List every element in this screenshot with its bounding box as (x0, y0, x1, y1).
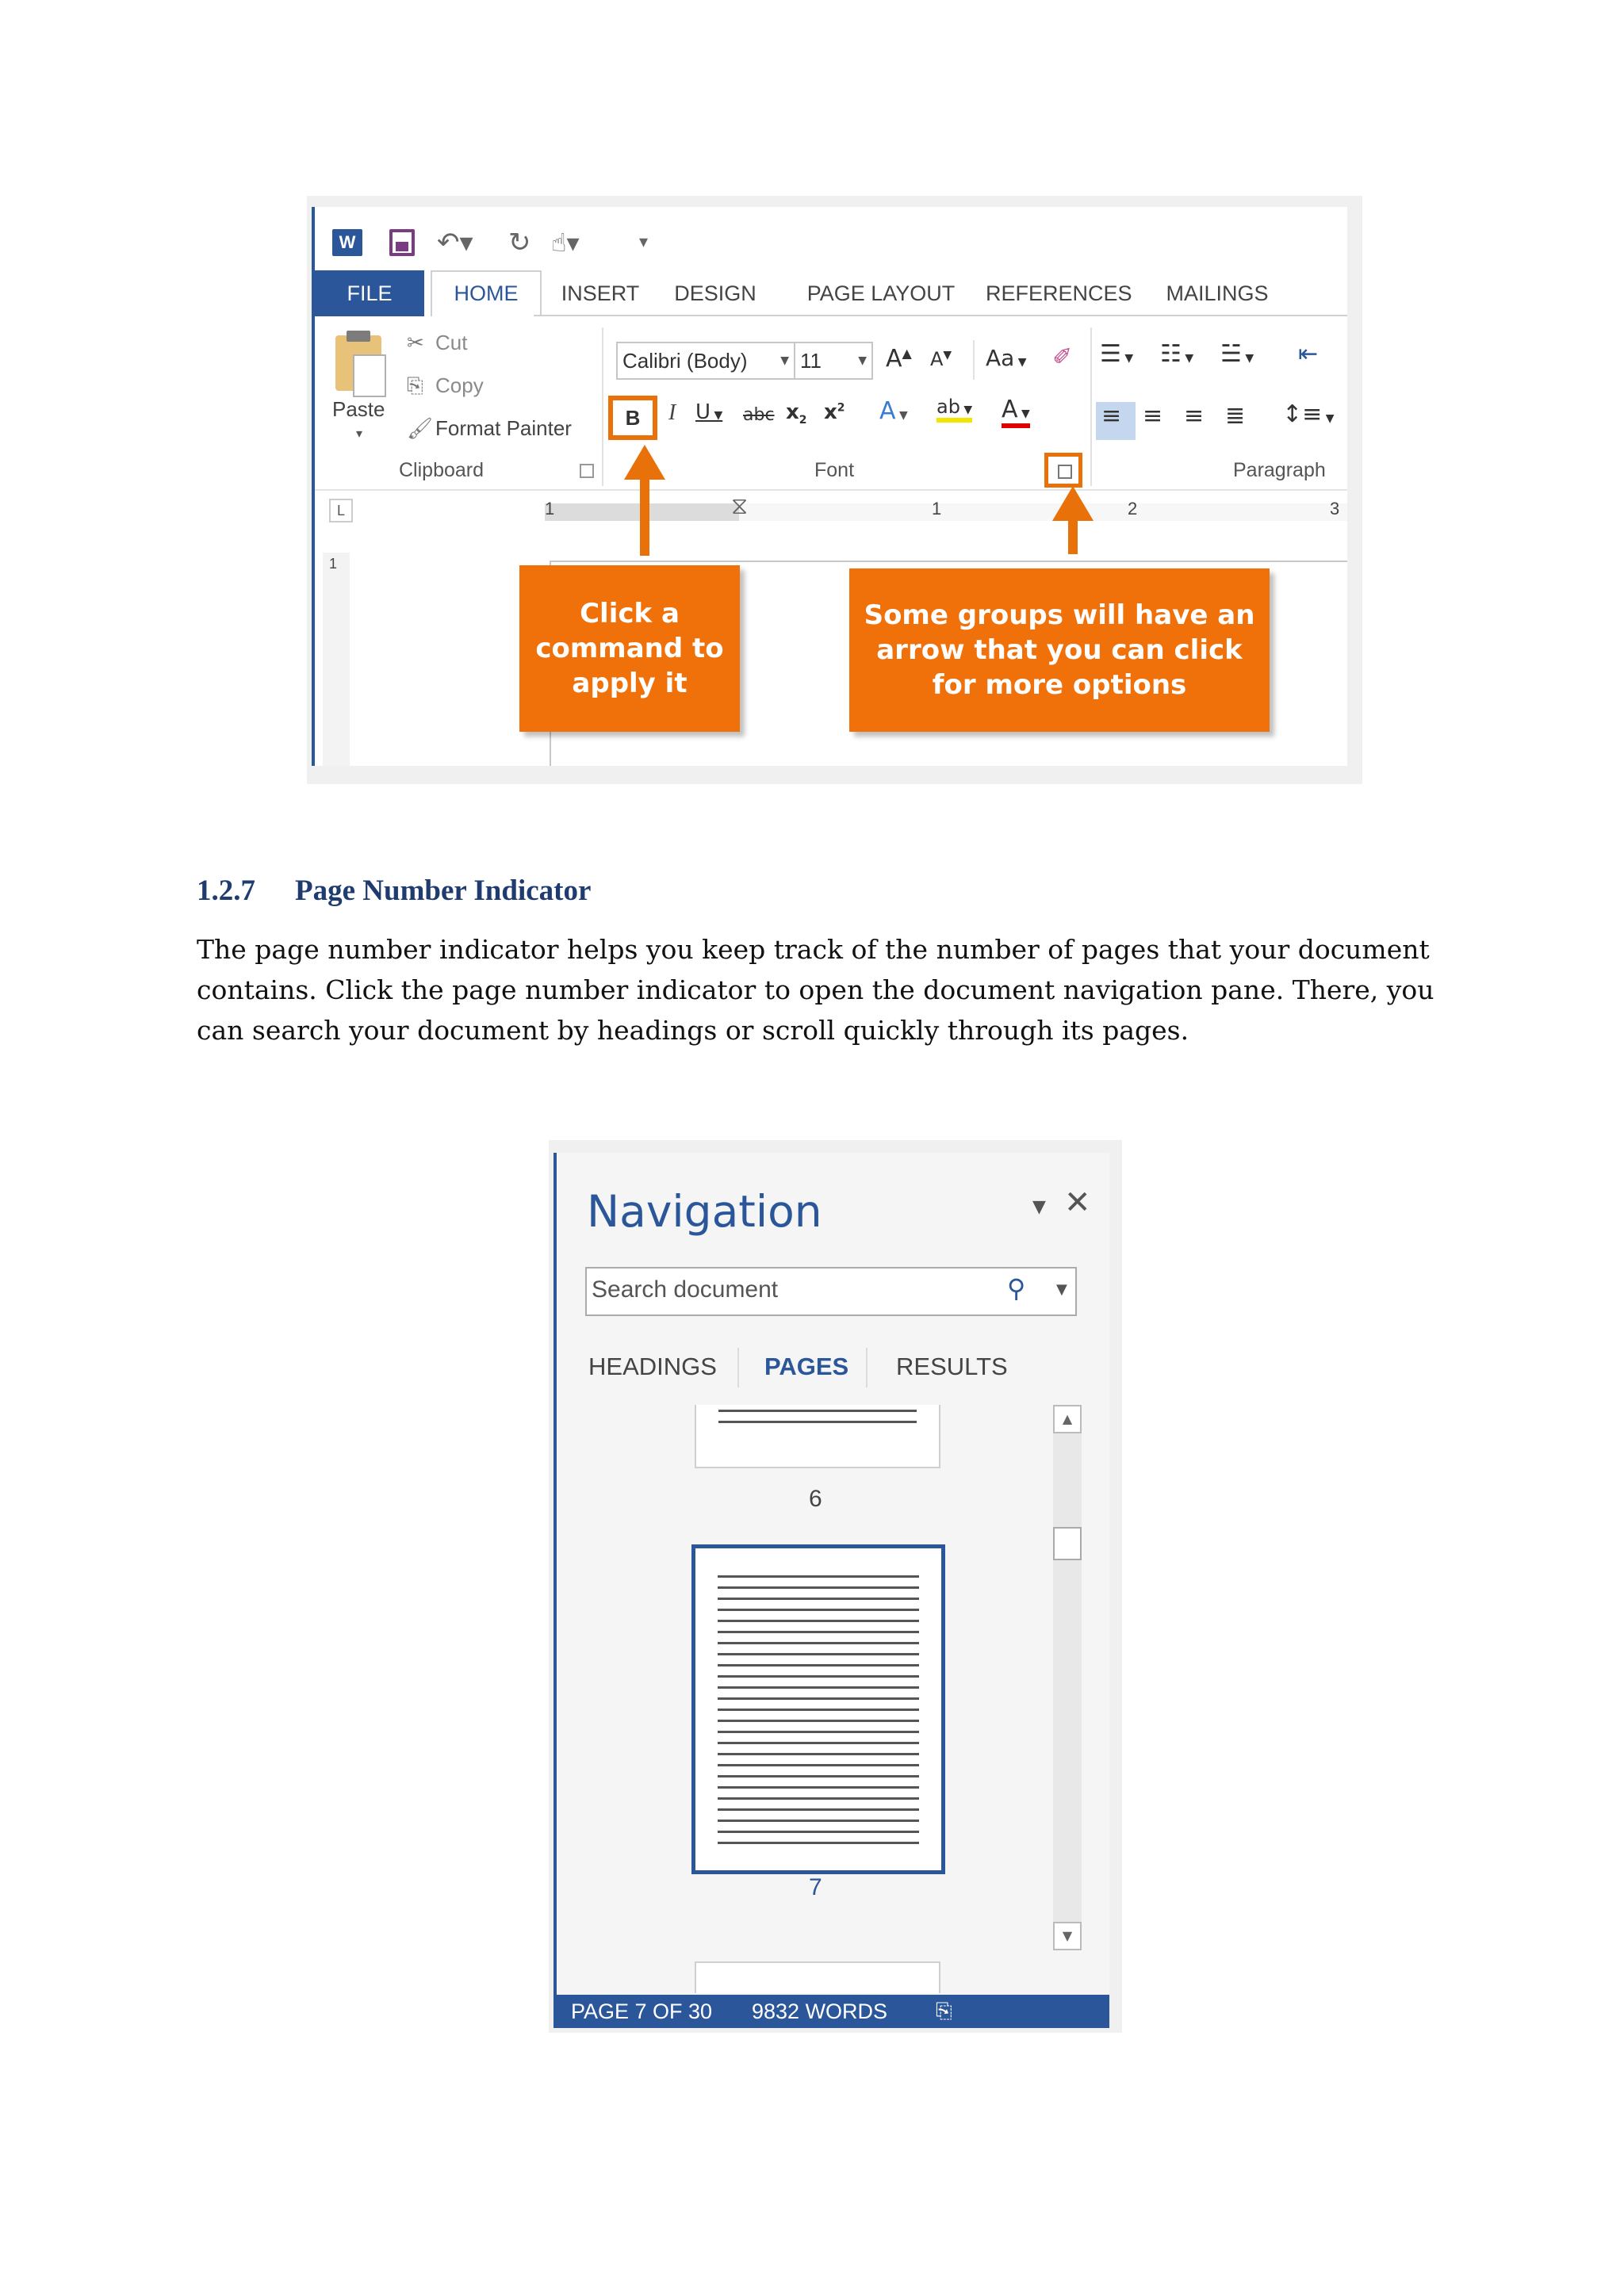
text-line (718, 1797, 919, 1800)
grow-font-button[interactable]: A▲ (886, 345, 912, 373)
scrollbar-track[interactable] (1053, 1405, 1082, 1938)
shrink-font-button[interactable]: A▼ (930, 348, 952, 370)
text-effects-label: A (879, 397, 896, 425)
tab-mailings[interactable]: MAILINGS (1166, 281, 1269, 305)
arrow-shaft (1068, 518, 1078, 554)
ruler-number: 2 (1128, 499, 1138, 519)
font-color-label: A (1002, 396, 1018, 423)
text-line (718, 1786, 919, 1789)
pane-options-icon[interactable]: ▼ (1032, 1197, 1046, 1217)
grow-font-label: A (886, 345, 902, 373)
text-line (718, 1421, 917, 1423)
section-heading (197, 874, 591, 908)
redo-icon[interactable]: ↻ (508, 227, 531, 258)
text-line (718, 1653, 919, 1655)
horizontal-ruler (315, 489, 1347, 534)
text-line (718, 1675, 919, 1678)
word-count[interactable]: 9832 WORDS (752, 1999, 888, 2023)
cut-label: Cut (435, 331, 468, 354)
line-spacing-icon[interactable]: ↕≡ ▼ (1282, 400, 1335, 428)
align-left-icon[interactable]: ≡ (1101, 402, 1122, 430)
bold-button[interactable]: B (608, 396, 657, 440)
text-line (718, 1697, 919, 1700)
group-label-paragraph: Paragraph (1233, 459, 1326, 481)
text-line (718, 1742, 919, 1744)
thumbnail-text-lines (718, 1575, 919, 1853)
subscript-label: x (786, 400, 799, 424)
text-line (718, 1764, 919, 1766)
navigation-pane-screenshot (549, 1140, 1122, 2033)
text-line (718, 1410, 917, 1412)
ruler-number: 1 (545, 499, 555, 519)
section-title: Page Number Indicator (295, 874, 592, 907)
strikethrough-button[interactable]: abc (743, 405, 775, 425)
tab-home[interactable]: HOME (431, 270, 542, 316)
tab-pages[interactable]: PAGES (764, 1353, 849, 1380)
word-icon: W (332, 229, 362, 256)
indent-marker-icon[interactable]: ⧖ (731, 492, 749, 520)
text-line (718, 1586, 919, 1589)
ruler-number: 1 (932, 499, 942, 519)
clipboard-launcher-icon[interactable] (580, 464, 594, 478)
text-line (718, 1820, 919, 1822)
arrow-up-icon (1052, 486, 1094, 521)
search-input[interactable] (585, 1267, 1077, 1316)
tab-references[interactable]: REFERENCES (986, 281, 1132, 305)
page-number: 7 (809, 1874, 822, 1900)
group-separator (602, 327, 603, 486)
page-thumbnail[interactable] (695, 1961, 940, 1993)
text-line (718, 1598, 919, 1600)
text-line (718, 1842, 919, 1844)
paste-dropdown-icon[interactable]: ▾ (356, 426, 363, 441)
page-thumbnail-selected[interactable] (691, 1544, 945, 1874)
text-line (718, 1709, 919, 1711)
touch-mode-icon[interactable]: ☝▾ (551, 228, 580, 258)
arrow-shaft (640, 476, 649, 556)
proofing-icon[interactable]: ⎘ (936, 1999, 952, 2023)
ribbon-screenshot (307, 196, 1362, 784)
callout-group-arrow: Some groups will have an arrow that you can click for more options (849, 568, 1270, 732)
ribbon-home (315, 316, 1347, 489)
change-case-button[interactable]: Aa ▼ (986, 345, 1027, 371)
text-line (718, 1620, 919, 1622)
superscript-label: x (824, 400, 837, 424)
font-size-box[interactable] (794, 342, 873, 380)
body-paragraph: The page number indicator helps you keep track of the number of pages that your document contains. Click the page number indicator to open the document navigation pane. There, you can search your document by headings or scroll quickly through its pages. (197, 934, 1434, 1046)
superscript-button[interactable]: $x^2$ (824, 400, 845, 424)
font-size-value: 11 (800, 349, 822, 373)
scroll-up-icon[interactable]: ▲ (1053, 1405, 1082, 1433)
callout-click-command: Click a command to apply it (519, 565, 740, 732)
text-line (718, 1664, 919, 1667)
font-launcher-icon[interactable] (1044, 453, 1082, 488)
page-number-indicator[interactable]: PAGE 7 OF 30 (571, 1999, 713, 2023)
paste-button[interactable]: Paste (332, 397, 385, 421)
copy-button[interactable] (407, 373, 484, 399)
text-line (718, 1642, 919, 1644)
undo-icon[interactable]: ↶▾ (437, 227, 473, 258)
search-placeholder: Search document (592, 1276, 779, 1303)
underline-button[interactable]: U ▼ (695, 400, 723, 424)
font-name-box[interactable] (616, 342, 795, 380)
thumbnail-text-lines (718, 1410, 917, 1432)
text-line (718, 1720, 919, 1722)
shrink-font-label: A (930, 348, 944, 370)
tab-insert[interactable]: INSERT (561, 281, 640, 305)
tab-results[interactable]: RESULTS (896, 1353, 1008, 1380)
paintbrush-icon: 🖌 (407, 417, 434, 441)
align-center-icon[interactable]: ≡ (1143, 402, 1163, 430)
tab-file[interactable]: FILE (315, 270, 424, 316)
cut-button[interactable] (407, 331, 467, 355)
save-icon[interactable] (389, 229, 415, 256)
tab-separator (866, 1348, 868, 1387)
paste-icon[interactable] (335, 335, 381, 391)
section-number: 1.2.7 (197, 874, 255, 907)
text-line (718, 1686, 919, 1689)
group-label-clipboard: Clipboard (399, 459, 485, 481)
copy-icon: ⎘ (407, 374, 423, 398)
text-line (718, 1831, 919, 1833)
bullets-icon[interactable]: ☰ ▼ (1100, 340, 1134, 368)
quick-access-toolbar (326, 221, 649, 264)
tab-page-layout[interactable]: PAGE LAYOUT (806, 281, 956, 305)
text-line (718, 1609, 919, 1611)
vertical-ruler (323, 553, 350, 766)
text-line (718, 1731, 919, 1733)
subscript-button[interactable]: $x_2$ (786, 400, 807, 427)
ruler-number: 3 (1330, 499, 1340, 519)
chevron-down-icon[interactable]: ▼ (780, 354, 789, 367)
highlight-color-button[interactable]: ab ▼ (936, 396, 972, 423)
format-painter-label: Format Painter (435, 416, 572, 440)
navigation-pane (553, 1153, 1109, 2028)
format-painter-button[interactable] (407, 416, 572, 441)
scrollbar-thumb[interactable] (1053, 1527, 1082, 1560)
page-number: 6 (809, 1486, 822, 1512)
font-separator (973, 340, 975, 380)
customize-qat-icon[interactable]: ▾ (639, 232, 649, 252)
text-line (718, 1575, 919, 1578)
justify-icon[interactable]: ≣ (1225, 402, 1246, 430)
text-line (718, 1753, 919, 1755)
scissors-icon: ✂ (407, 331, 424, 355)
tab-headings[interactable]: HEADINGS (588, 1353, 717, 1380)
italic-button[interactable]: I (668, 400, 676, 425)
decrease-indent-icon[interactable]: ⇤ (1298, 340, 1319, 368)
chevron-down-icon[interactable]: ▼ (858, 354, 867, 367)
tab-selector[interactable]: L (329, 499, 353, 522)
text-effects-button[interactable]: A ▼ (879, 397, 908, 425)
close-icon[interactable]: ✕ (1064, 1184, 1091, 1221)
font-color-button[interactable]: A ▼ (1002, 396, 1030, 428)
underline-label: U (695, 400, 711, 424)
chevron-down-icon[interactable]: ▼ (1056, 1281, 1067, 1298)
vertical-ruler-number: 1 (329, 556, 338, 572)
copy-label: Copy (435, 373, 484, 397)
text-line (718, 1631, 919, 1633)
font-name-value: Calibri (Body) (622, 349, 748, 373)
change-case-label: Aa (986, 345, 1015, 371)
align-right-icon[interactable]: ≡ (1184, 402, 1205, 430)
search-icon[interactable]: ⚲ (1007, 1273, 1026, 1303)
pane-left-border (553, 1153, 557, 2028)
multilevel-list-icon[interactable]: ☱ ▼ (1220, 340, 1254, 368)
numbering-icon[interactable]: ☷ ▼ (1160, 340, 1194, 368)
ribbon-tab-row (315, 270, 1347, 316)
group-separator (1090, 327, 1092, 486)
pane-title: Navigation (587, 1186, 822, 1237)
text-line (718, 1775, 919, 1777)
scroll-down-icon[interactable]: ▼ (1053, 1922, 1082, 1950)
highlight-label: ab (936, 396, 960, 418)
text-line (718, 1808, 919, 1811)
group-label-font: Font (814, 459, 855, 481)
status-bar (553, 1995, 1109, 2028)
arrow-up-icon (624, 445, 665, 480)
page-thumbnail[interactable] (695, 1405, 940, 1468)
clear-formatting-icon[interactable]: ✐ (1052, 343, 1073, 371)
tab-design[interactable]: DESIGN (674, 281, 756, 305)
tab-separator (737, 1348, 739, 1387)
word-window (312, 207, 1347, 766)
